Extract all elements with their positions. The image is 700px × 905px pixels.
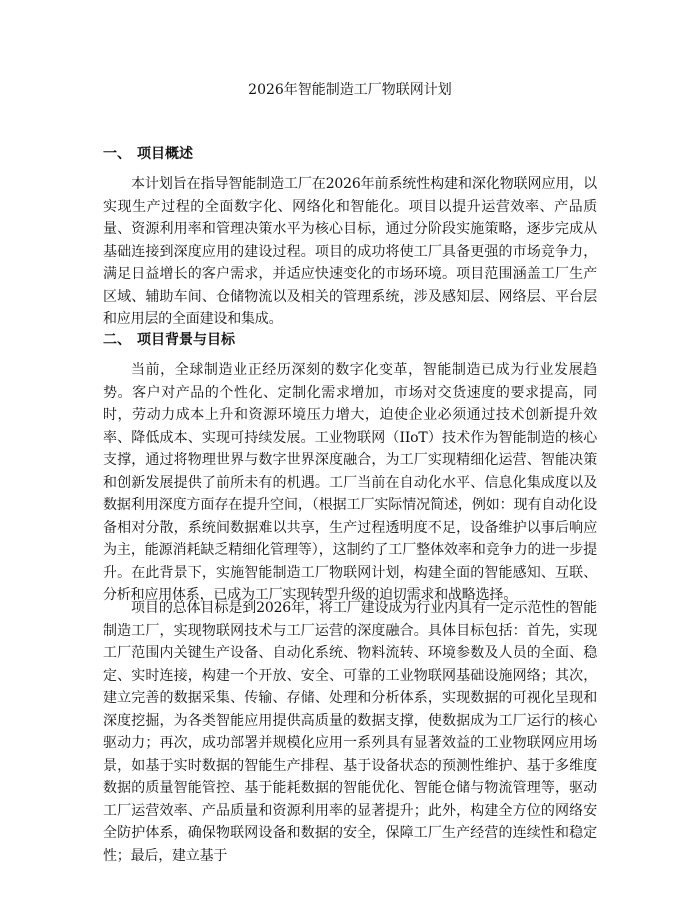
paragraph-overview: 本计划旨在指导智能制造工厂在2026年前系统性构建和深化物联网应用，以实现生产过程的全面数字化、网络化和智能化。项目以提升运营效率、产品质量、资源利用率和管理决策水平为核心目标，通过分阶段实施策略，逐步完成从基础连接到深度应用的建设过程。项目的成功将使工厂具备更强的市场竞争力，满足日益增长的客户需求，并适应快速变化的市场环境。项目范围涵盖工厂生产区域、辅助车间、仓储物流以及相关的管理系统，涉及感知层、网络层、平台层和应用层的全面建设和集成。 [103, 176, 597, 327]
section-heading-overview [103, 144, 193, 164]
section-heading-background [103, 330, 235, 350]
document-title: 2026年智能制造工厂物联网计划 [248, 82, 452, 98]
section-title: 项目概述 [137, 146, 193, 162]
section-number: 一、 [103, 146, 131, 162]
paragraph-goals: 项目的总体目标是到2026年，将工厂建设成为行业内具有一定示范性的智能制造工厂，实现物联网技术与工厂运营的深度融合。具体目标包括：首先，实现工厂范围内关键生产设备、自动化系统、物料流转、环境参数及人员的全面、稳定、实时连接，构建一个开放、安全、可靠的工业物联网基础设施网络；其次，建立完善的数据采集、传输、存储、处理和分析体系，实现数据的可视化呈现和深度挖掘，为各类智能应用提供高质量的数据支撑，使数据成为工厂运行的核心驱动力；再次，成功部署并规模化应用一系列具有显著效益的工业物联网应用场景，如基于实时数据的智能生产排程、基于设备状态的预测性维护、基于多维度数据的质量智能管控、基于能耗数据的智能优化、智能仓储与物流管理等，驱动工厂运营效率、产品质量和资源利用率的显著提升；此外，构建全方位的网络安全防护体系，确保物联网设备和数据的安全，保障工厂生产经营的连续性和稳定性；最后，建立基于 [103, 600, 597, 864]
paragraph-background: 当前，全球制造业正经历深刻的数字化变革，智能制造已成为行业发展趋势。客户对产品的个性化、定制化需求增加，市场对交货速度的要求提高，同时，劳动力成本上升和资源环境压力增大，迫使企业必须通过技术创新提升效率、降低成本、实现可持续发展。工业物联网（IIoT）技术作为智能制造的核心支撑，通过将物理世界与数字世界深度融合，为工厂实现精细化运营、智能决策和创新发展提供了前所未有的机遇。工厂当前在自动化水平、信息化集成度以及数据利用深度方面存在提升空间，（根据工厂实际情况简述，例如：现有自动化设备相对分散，系统间数据难以共享，生产过程透明度不足，设备维护以事后响应为主，能源消耗缺乏精细化管理等），这制约了工厂整体效率和竞争力的进一步提升。在此背景下，实施智能制造工厂物联网计划，构建全面的智能感知、互联、分析和应用体系，已成为工厂实现转型升级的迫切需求和战略选择。 [103, 362, 597, 603]
section-title: 项目背景与目标 [137, 332, 235, 348]
section-number: 二、 [103, 332, 131, 348]
